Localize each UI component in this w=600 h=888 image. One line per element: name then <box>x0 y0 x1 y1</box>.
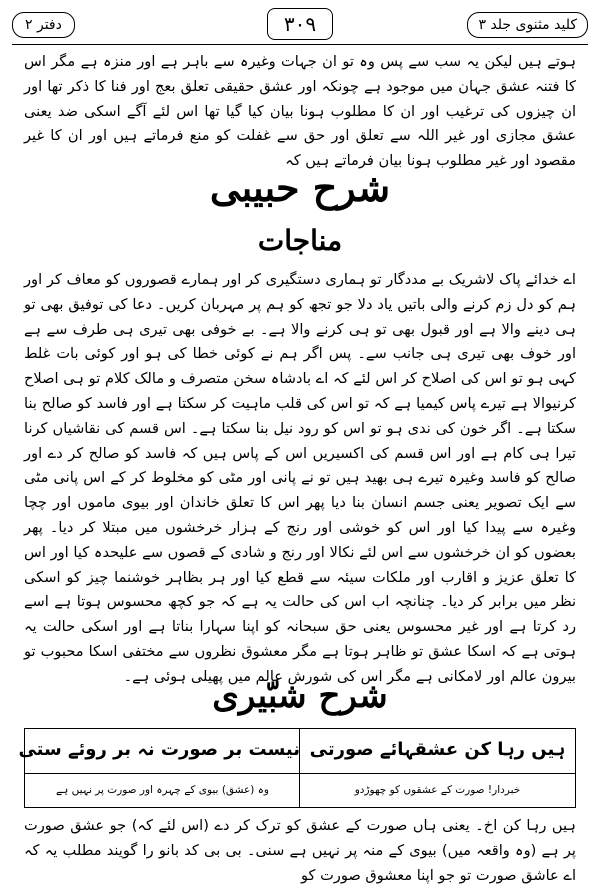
section-label: دفتر ۲ <box>12 12 75 38</box>
verse-right-gloss: خبردار! صورت کے عشقوں کو چھوڑدو <box>354 784 521 796</box>
heading-munajat: مناجات <box>257 224 343 257</box>
verse-right-column <box>299 729 575 807</box>
book-title-label: کلید مثنوی جلد ۳ <box>467 12 588 38</box>
commentary-paragraph: ہیں رہا کن اخ۔ یعنی ہاں صورت کے عشق کو ترک کر دے (اس لئے کہ) جو عشق صورت پر ہے (وہ واقعہ میں) بیوی کے منہ پر نہیں ہے سنی۔ بی بی کد بانو را گویند مطلب یہ کہ اے عاشق صورت تو جو اپنا معشوق صورت کو <box>24 817 576 884</box>
verse-box <box>18 728 576 808</box>
verse-left-gloss: وہ (عشق) بیوی کے چہرہ اور صورت پر نہیں ہے <box>56 784 269 796</box>
verse-right-misra: ہیں رہا کن عشقہائے صورتی <box>309 739 566 760</box>
running-header <box>12 8 588 42</box>
verse-separator <box>300 773 575 774</box>
heading-sharh-shabbiri: شرح شبّیری <box>212 676 388 716</box>
heading-sharh-habibi: شرح حبیبی <box>209 165 391 210</box>
page-number: ۳۰۹ <box>267 8 333 40</box>
verse-left-column <box>18 729 300 807</box>
intro-paragraph: ہوتے ہیں لیکن یہ سب سے پس وہ تو ان جہات وغیرہ سے باہر ہے اور منزہ ہے مگر اس کا فتنہ عشق جہان میں موجود ہے چونکہ اور عشق حقیقی تعلق بعج اور فنا کا ذکر تھا اور ان چیزوں کی ترغیب اور ان کا مطلوب ہونا بیان کیا گیا تھا اس لئے آگے اسکی ضد یعنی عشق مجازی اور غیر اللہ سے تعلق اور حق سے غفلت کو منع فرماتے ہیں اور ان کا غیر مقصود اور غیر مطلوب ہونا بیان فرماتے ہیں کہ <box>24 53 576 170</box>
verse-separator <box>25 773 300 774</box>
header-divider <box>12 44 588 45</box>
verse-left-misra: نیست بر صورت نہ بر روئے ستی <box>18 739 300 760</box>
munajat-paragraph: اے خدائے پاک لاشریک بے مددگار تو ہماری دستگیری کر اور ہمارے قصوروں کو معاف کر اور ہم کو دل زم کرنے والی باتیں یاد دلا جو تجھ کو ہم پر مہربان کریں۔ دعا کی توفیق بھی تو ہی دینے والا ہے اور قبول بھی تو ہی کرنے والا ہے۔ بے خوفی بھی تیری ہی طرف سے ہے اور خوف بھی تیری ہی جانب سے۔ پس اگر ہم نے کوئی خطا کی ہو اور کوئی بات غلط کہی ہو تو اس کی اصلاح کر اس لئے کہ اے بادشاہ سخن متصرف و مالک کلام تو ہی اصلاح کرنیوالا ہے تیرے پاس کیمیا ہے کہ تو اس کی قلب ماہیت کر سکتا ہے اور فاسد کو صالح بنا سکتا ہے۔ اگر خون کی ندی ہو تو اس کو رود نیل بنا سکتا ہے۔ اس قسم کی نقاشیاں کرنا تیرا ہی کام ہے اور اس قسم کی اکسیریں اس کے پاس ہیں کہ فاسد کو صالح کر دے اور صالح کو فاسد وغیرہ تیرے ہی بھید ہیں تو نے پانی اور مٹی کو مخلوط کر کے اس پانی مٹی سے ایک تصویر یعنی جسم انسان بنا دیا پھر اس کا تعلق خاندان اور بیوی ماموں اور چچا وغیرہ سے پیدا کیا اور اس کو خوشی اور رنج کے ہزار خرخشوں میں مبتلا کر دیا۔ پھر بعضوں کو ان خرخشوں سے اس لئے نکالا اور رنج و شادی کے قصوں سے علیحدہ کیا اور اس کا تعلق عزیز و اقارب اور ملکات سیئہ سے قطع کیا اور ہر بظاہر خوشنما چیز کو اسکی نظر میں برابر کر دیا۔ چنانچہ اب اس کی حالت یہ ہے کہ جو کچھ محسوس ہوتا ہے اسے رد کرتا ہے اور غیر محسوس یعنی حق سبحانہ کو اپنا سہارا بناتا ہے اور اسکی حالت یہ ہوتی ہے کہ اسکا عشق تو ظاہر ہوتا ہے مگر معشوق نظروں سے مختفی اسکا محبوب تو بیرون عالم اور لامکانی ہے مگر اس کی شورش عالم میں پھیلی ہوئی ہے۔ <box>24 271 576 685</box>
